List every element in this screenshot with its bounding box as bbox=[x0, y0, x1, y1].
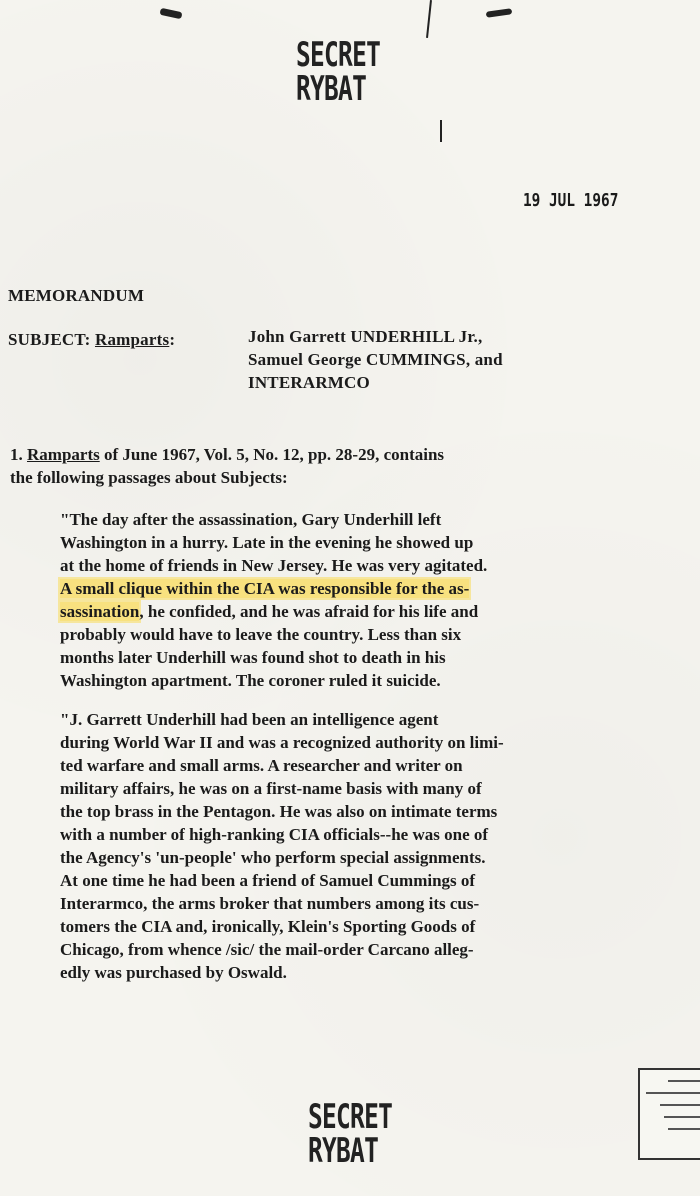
subject-line-1: John Garrett UNDERHILL Jr., bbox=[248, 327, 483, 346]
quote1-line: Washington in a hurry. Late in the evening he showed up bbox=[60, 533, 474, 552]
memo-heading: MEMORANDUM bbox=[8, 286, 145, 305]
quote1-line: months later Underhill was found shot to death in his bbox=[60, 648, 446, 667]
quote1-line: Washington apartment. The coroner ruled it suicide. bbox=[60, 671, 441, 690]
paragraph-publication: Ramparts bbox=[27, 445, 100, 464]
subject-line-2: Samuel George CUMMINGS, and bbox=[248, 350, 503, 369]
ink-blot bbox=[486, 8, 513, 18]
highlighted-text: A small clique within the CIA was responsible for the as- bbox=[60, 579, 470, 598]
subject-label-text: SUBJECT: bbox=[8, 330, 91, 349]
document-date: 19 JUL 1967 bbox=[523, 190, 619, 211]
record-stamp-icon bbox=[638, 1068, 700, 1160]
stamp-line bbox=[664, 1116, 700, 1118]
stamp-line bbox=[668, 1080, 700, 1082]
quote2-line: "J. Garrett Underhill had been an intelligence agent bbox=[60, 710, 439, 729]
quote2-line: Interarmco, the arms broker that numbers among its cus- bbox=[60, 894, 480, 913]
quote2-line: ted warfare and small arms. A researcher and writer on bbox=[60, 756, 463, 775]
quote2-line: the Agency's 'un-people' who perform special assignments. bbox=[60, 848, 486, 867]
classification-stamp-secret: SECRET bbox=[308, 1097, 393, 1137]
quote1-line: "The day after the assassination, Gary Underhill left bbox=[60, 510, 442, 529]
paragraph-number: 1. bbox=[10, 445, 23, 464]
quote2-line: At one time he had been a friend of Samuel Cummings of bbox=[60, 871, 476, 890]
classification-stamp-rybat: RYBAT bbox=[308, 1131, 379, 1171]
quote2-line: tomers the CIA and, ironically, Klein's Sporting Goods of bbox=[60, 917, 476, 936]
quote1-line: probably would have to leave the country. Less than six bbox=[60, 625, 462, 644]
paragraph-1-line-2: the following passages about Subjects: bbox=[10, 468, 288, 487]
highlighted-text: sassination bbox=[60, 602, 140, 621]
pen-mark bbox=[440, 120, 442, 142]
quote2-line: with a number of high-ranking CIA officials--he was one of bbox=[60, 825, 489, 844]
pen-mark bbox=[426, 0, 432, 38]
stamp-line bbox=[646, 1092, 700, 1094]
subject-publication: Ramparts bbox=[94, 330, 170, 349]
quote2-line: military affairs, he was on a first-name basis with many of bbox=[60, 779, 482, 798]
classification-stamp-secret: SECRET bbox=[296, 35, 381, 75]
paragraph-1-line-1 bbox=[10, 443, 444, 466]
quote2-line: edly was purchased by Oswald. bbox=[60, 963, 287, 982]
quote2-line: during World War II and was a recognized authority on limi- bbox=[60, 733, 504, 752]
quote1-highlighted-line bbox=[60, 577, 487, 600]
stamp-line bbox=[660, 1104, 700, 1106]
quote1-line bbox=[60, 600, 487, 623]
subject-label: SUBJECT: Ramparts: bbox=[8, 330, 176, 349]
subject-line-3: INTERARMCO bbox=[248, 373, 370, 392]
stamp-line bbox=[668, 1128, 700, 1130]
classification-stamp-rybat: RYBAT bbox=[296, 69, 367, 109]
quote1-line-rest: , he confided, and he was afraid for his life and bbox=[139, 602, 479, 621]
quote2-line: the top brass in the Pentagon. He was also on intimate terms bbox=[60, 802, 498, 821]
quote2-line: Chicago, from whence /sic/ the mail-order Carcano alleg- bbox=[60, 940, 474, 959]
quote-paragraph-2 bbox=[60, 708, 504, 984]
ink-blot bbox=[160, 8, 183, 19]
quote1-line: at the home of friends in New Jersey. He was very agitated. bbox=[60, 556, 488, 575]
quote-paragraph-1 bbox=[60, 508, 487, 692]
paragraph-1 bbox=[10, 443, 444, 489]
paragraph-1-line-1-rest: of June 1967, Vol. 5, No. 12, pp. 28-29, contains bbox=[103, 445, 445, 464]
